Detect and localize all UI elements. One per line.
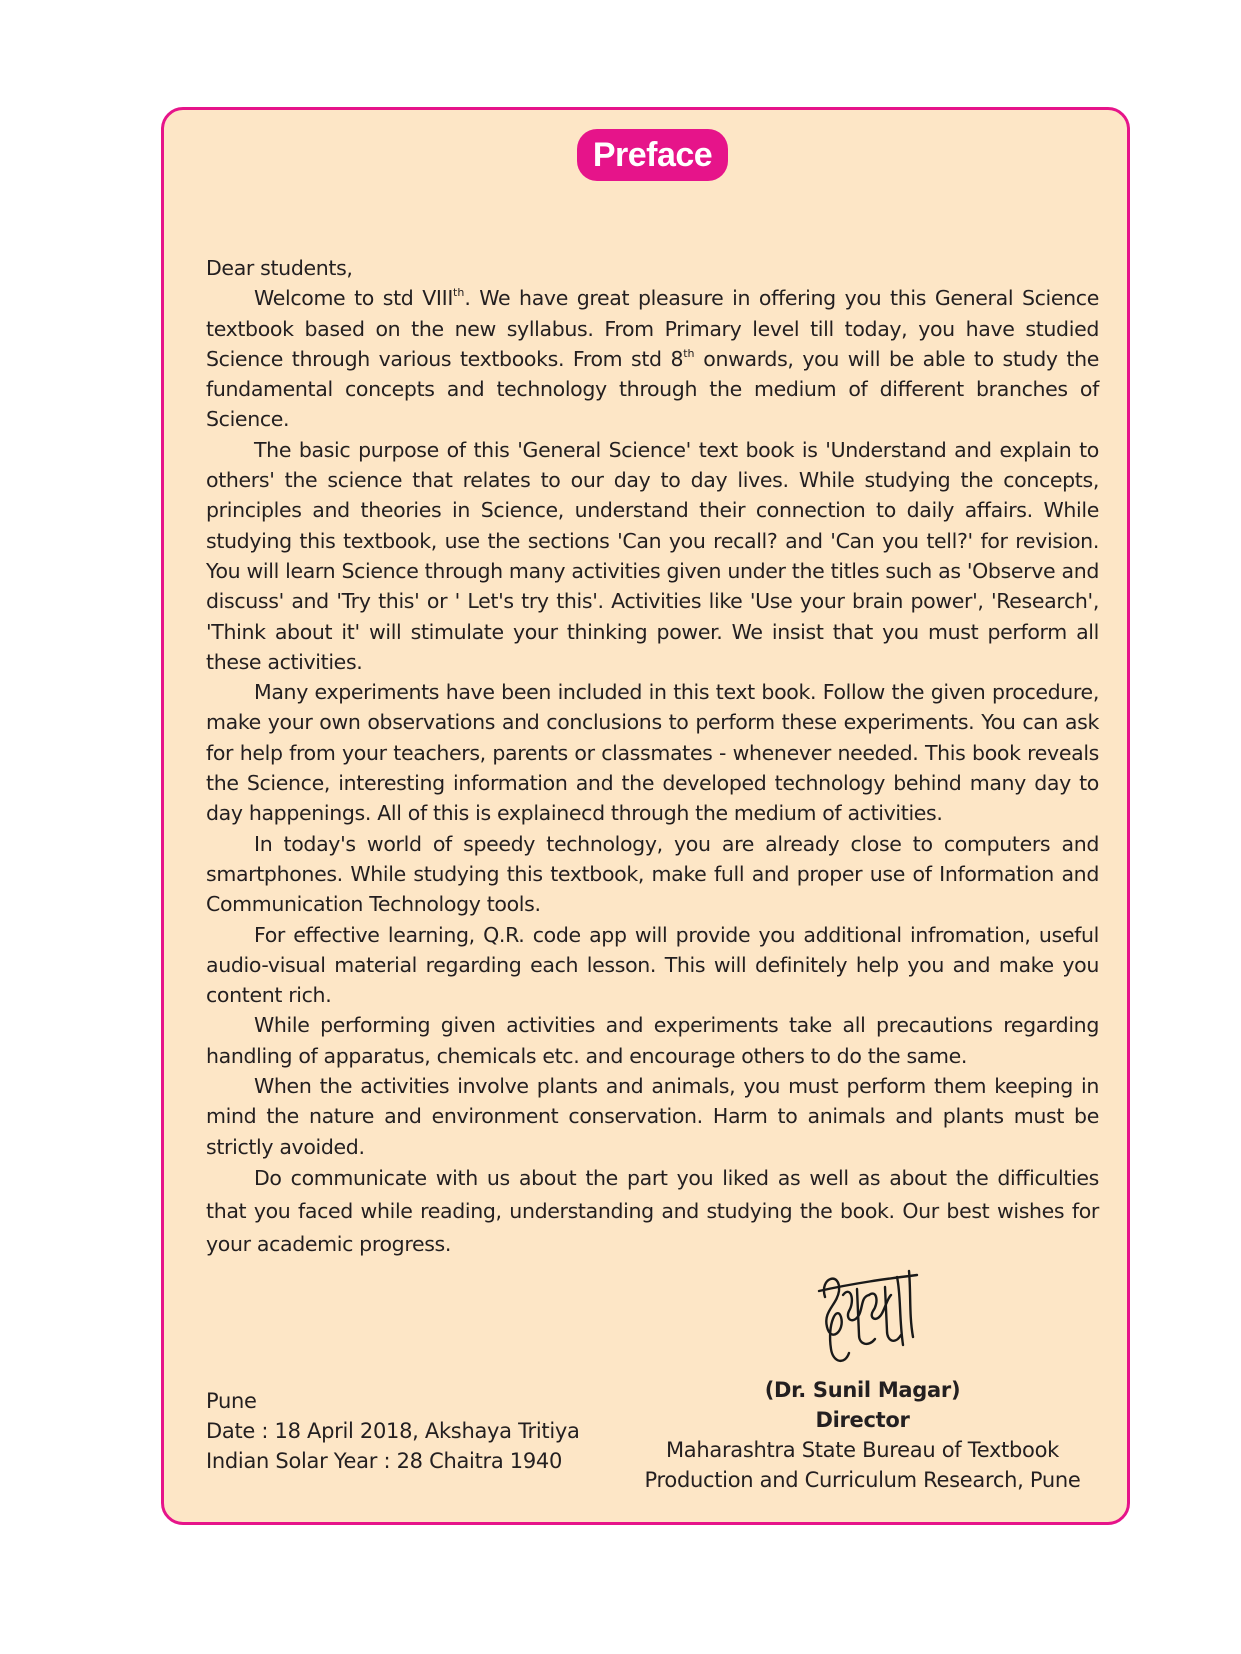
superscript-ordinal: th <box>683 346 695 360</box>
signatory-name: (Dr. Sunil Magar) <box>764 1378 961 1402</box>
paragraph-text: Welcome to std VIII <box>254 286 454 311</box>
paragraph-text: . We have great pleasure in offering you this General Science textbook based on the new syllabus. From Primary level till today, you have studied Science through various textbooks. From std 8 <box>206 286 1099 371</box>
signature-image <box>815 1265 925 1373</box>
paragraph-closing: Do communicate with us about the part you liked as well as about the difficulties that you faced while reading, understanding and studying the book. Our best wishes for your academic progress. <box>206 1165 1099 1256</box>
date: Date : 18 April 2018, Akshaya Tritiya <box>206 1419 580 1443</box>
superscript-ordinal: th <box>453 286 465 300</box>
paragraph-technology: In today's world of speedy technology, you are already close to computers and smartphones. While studying this textbook, make full and proper use of Information and Communication Technology tools. <box>206 831 1099 917</box>
place-and-date <box>206 1386 636 1476</box>
organization-line-1: Maharashtra State Bureau of Textbook <box>665 1438 1060 1462</box>
page-title: Preface <box>577 129 728 181</box>
signatory-designation: Director <box>815 1408 910 1432</box>
organization-line-2: Production and Curriculum Research, Pune <box>644 1468 1081 1492</box>
paragraph-purpose: The basic purpose of this 'General Science' text book is 'Understand and explain to others' the science that relates to our day to day lives. While studying the concepts, principles and theories in Science, understand their connection to daily affairs. While studying this textbook, use the sections 'Can you recall? and 'Can you tell?' for revision. You will learn Science through many activities given under the titles such as 'Observe and discuss' and 'Try this' or ' Let's try this'. Activities like 'Use your brain power', 'Research', 'Think about it' will stimulate your thinking power. We insist that you must perform all these activities. <box>206 437 1099 674</box>
paragraph-conservation: When the activities involve plants and animals, you must perform them keeping in mind the nature and environment conservation. Harm to animals and plants must be strictly avoided. <box>206 1074 1099 1159</box>
preface-body <box>206 253 1099 1261</box>
place: Pune <box>206 1389 257 1413</box>
paragraph-experiments: Many experiments have been included in this text book. Follow the given procedure, make your own observations and conclusions to perform these experiments. You can ask for help from your teachers, parents or classmates - whenever needed. This book reveals the Science, interesting information and the developed technology behind many day to day happenings. All of this is explainecd through the medium of activities. <box>206 680 1099 826</box>
paragraph-welcome <box>206 283 1099 434</box>
paragraph-text: onwards, you will be able to study the fundamental concepts and technology through the medium of different branches of Science. <box>206 346 1099 432</box>
signatory-block <box>620 1375 1105 1495</box>
paragraph-qr-code: For effective learning, Q.R. code app will provide you additional infromation, useful audio-visual material regarding each lesson. This will definitely help you and make you content rich. <box>206 922 1099 1008</box>
paragraph-precautions: While performing given activities and experiments take all precautions regarding handling of apparatus, chemicals etc. and encourage others to do the same. <box>206 1013 1099 1068</box>
salutation: Dear students, <box>206 256 353 280</box>
solar-date: Indian Solar Year : 28 Chaitra 1940 <box>206 1449 563 1473</box>
